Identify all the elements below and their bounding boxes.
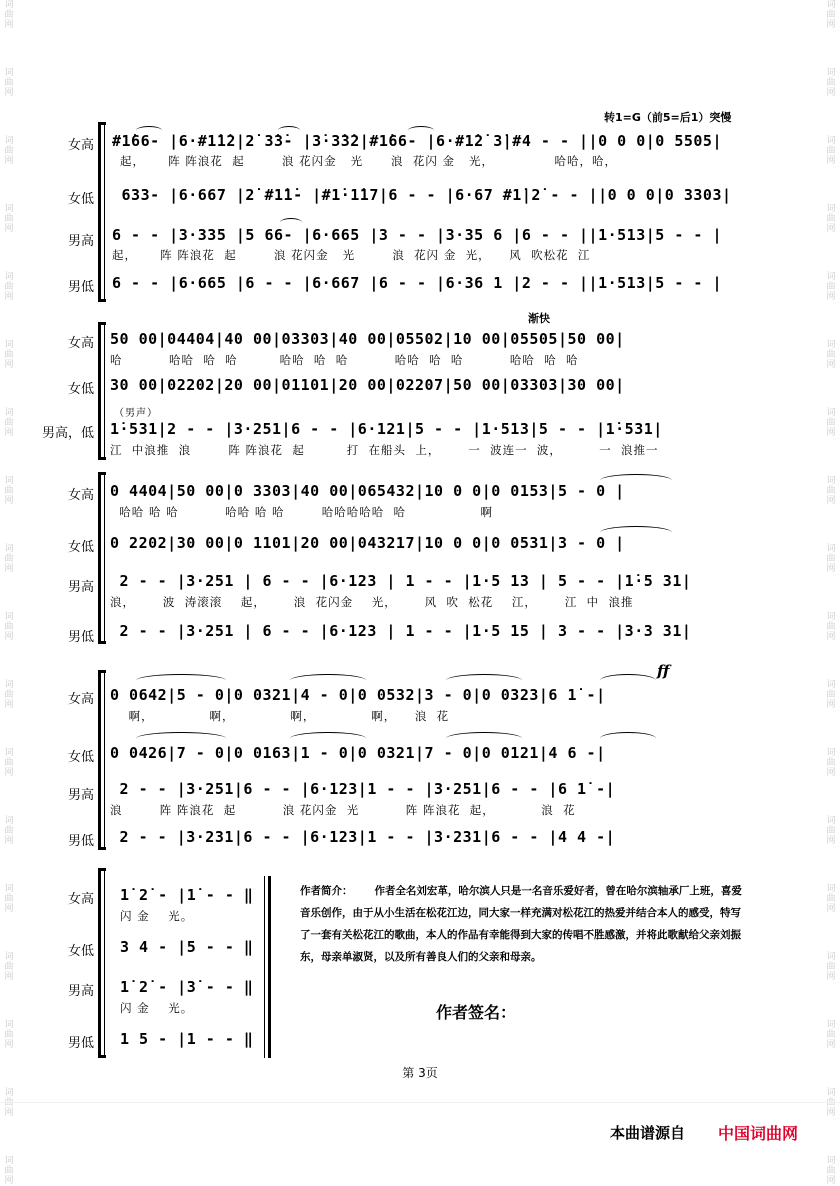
author-bio	[300, 880, 750, 968]
lyrics-line: 起， 阵 阵浪花 起 浪 花闪金 光 浪 花闪 金 光， 风 吹松花 江	[112, 248, 591, 262]
notation-line: 50 00|04404|40 00|03303|40 00|05502|10 00|05505|50 00|	[110, 330, 625, 348]
footer-divider	[0, 1102, 840, 1103]
slur	[600, 526, 672, 539]
watermark-glyph: 词 曲 网	[4, 952, 14, 982]
watermark-glyph: 词 曲 网	[826, 1088, 836, 1118]
watermark-glyph: 词 曲 网	[826, 68, 836, 98]
voice-label: 女高	[67, 336, 94, 351]
slur	[446, 732, 522, 745]
notation-line: 2 - - |3·251 | 6 - - |6·123 | 1 - - |1·5 13 | 5 - - |1̇·5 31|	[110, 572, 692, 590]
system-bracket	[98, 670, 101, 850]
watermark-glyph: 词 曲 网	[4, 340, 14, 370]
lyrics-line: 江 中浪推 浪 阵 阵浪花 起 打 在船头 上， 一 波连一 波， 一 浪推一	[110, 443, 659, 457]
final-barline-thin	[264, 876, 265, 1058]
page-number: 第 3页	[402, 1066, 438, 1080]
watermark-glyph: 词 曲 网	[4, 748, 14, 778]
notation-line: 6 - - |6·665 |6 - - |6·667 |6 - - |6·36 1 |2 - - ||1·513|5 - - |	[112, 274, 722, 292]
system-line	[104, 670, 105, 850]
lyrics-line: 浪 阵 阵浪花 起 浪 花闪金 光 阵 阵浪花 起， 浪 花	[110, 803, 576, 817]
watermark-glyph: 词 曲 网	[4, 204, 14, 234]
notation-line: 1̇ 2̇ - |1̇ - - ‖	[120, 886, 254, 904]
slur	[408, 126, 434, 135]
voice-label: 男高	[67, 788, 94, 803]
voice-label: 女低	[67, 382, 94, 397]
voice-label: 男高	[67, 580, 94, 595]
watermark-glyph: 词 曲 网	[826, 884, 836, 914]
score-system-4	[0, 662, 840, 858]
notation-line: 2 - - |3·251 | 6 - - |6·123 | 1 - - |1·5 15 | 3 - - |3·3 31|	[110, 622, 692, 640]
notation-line: 2 - - |3·231|6 - - |6·123|1 - - |3·231|6 - - |4 4 -|	[110, 828, 616, 846]
final-barline	[268, 876, 271, 1058]
watermark-glyph: 词 曲 网	[4, 1088, 14, 1118]
notation-line: #1̇66- |6·#1̇1̇2|2̇ 3̇3̇- |3̇·3̇3̇2|#1̇66- |6·#1̇2̇ 3̇|#4 - - ||0 0 0|0 5505|	[112, 132, 722, 150]
key-change-mark: 转1=G（前5=后1）突慢	[604, 111, 732, 124]
lyrics-line: 起， 阵 阵浪花 起 浪 花闪金 光 浪 花闪 金 光， 哈哈，哈，	[120, 154, 617, 168]
voice-label: 女高	[67, 488, 94, 503]
slur	[278, 126, 300, 135]
voice-label: 女低	[67, 540, 94, 555]
watermark-glyph: 词 曲 网	[826, 680, 836, 710]
system-line	[104, 122, 105, 302]
voice-label: 男高	[67, 984, 94, 999]
author-signature: 作者签名：	[436, 1003, 517, 1022]
watermark-glyph: 词 曲 网	[4, 408, 14, 438]
slur	[136, 732, 226, 745]
voice-label: 男高	[67, 234, 94, 249]
score-system-1	[0, 111, 840, 310]
slur	[446, 674, 522, 687]
watermark-glyph: 词 曲 网	[4, 136, 14, 166]
watermark-glyph: 词 曲 网	[826, 476, 836, 506]
watermark-glyph: 词 曲 网	[4, 884, 14, 914]
watermark-glyph: 词 曲 网	[4, 1020, 14, 1050]
system-line	[104, 868, 105, 1058]
watermark-glyph: 词 曲 网	[826, 544, 836, 574]
lyrics-line: 哈 哈哈 哈 哈 哈哈 哈 哈 哈哈 哈 哈 哈哈 哈 哈	[110, 353, 579, 367]
watermark-glyph: 词 曲 网	[4, 612, 14, 642]
system-line	[104, 322, 105, 460]
system-line	[104, 472, 105, 644]
voice-label: 男低	[67, 280, 94, 295]
watermark-glyph: 词 曲 网	[826, 272, 836, 302]
voice-label: 男低	[67, 630, 94, 645]
voice-label: 男低	[67, 834, 94, 849]
watermark-glyph: 词 曲 网	[826, 340, 836, 370]
voice-label: 男高，低	[41, 426, 94, 441]
notation-line: 0 4404|50 00|0 3303|40 00|065432|10 0 0|0 0153|5 - 0 |	[110, 482, 625, 500]
watermark-glyph: 词 曲 网	[826, 204, 836, 234]
voice-label: 女高	[67, 692, 94, 707]
lyrics-line: 闪 金 光。	[120, 1001, 194, 1015]
voice-label: 女低	[67, 192, 94, 207]
notation-line: 0 0642|5 - 0|0 0321|4 - 0|0 0532|3 - 0|0 0323|6 1̇ -|	[110, 686, 606, 704]
slur	[600, 674, 656, 687]
watermark-glyph: 词 曲 网	[826, 0, 836, 30]
lyrics-line: 哈哈 哈 哈 哈哈 哈 哈 哈哈哈哈哈 哈 啊	[110, 505, 494, 519]
system-bracket	[98, 322, 101, 460]
score-system-2	[0, 312, 840, 470]
watermark-glyph: 词 曲 网	[4, 272, 14, 302]
watermark-glyph: 词 曲 网	[4, 680, 14, 710]
lyrics-line: 啊， 啊， 啊， 啊， 浪 花	[110, 709, 450, 723]
watermark-glyph: 词 曲 网	[4, 0, 14, 30]
voice-label: 女高	[67, 138, 94, 153]
watermark-glyph: 词 曲 网	[4, 1156, 14, 1186]
slur	[600, 474, 672, 487]
slur	[280, 218, 302, 227]
slur	[600, 732, 656, 745]
watermark-glyph: 词 曲 网	[826, 612, 836, 642]
lyrics-line: 浪， 波 涛滚滚 起， 浪 花闪金 光， 风 吹 松花 江， 江 中 浪推	[110, 595, 634, 609]
notation-line: 2 - - |3·251|6 - - |6·123|1 - - |3·251|6 - - |6 1̇ -|	[110, 780, 616, 798]
watermark-glyph: 词 曲 网	[4, 816, 14, 846]
notation-line: 3 4 - |5 - - ‖	[120, 938, 254, 956]
notation-line: 633- |6·667 |2̇ #1̇1̇- |#1̇·1̇17|6 - - |6·67 #1̇|2̇ - - ||0 0 0|0 3303|	[112, 186, 732, 204]
watermark-glyph: 词 曲 网	[826, 136, 836, 166]
watermark-glyph: 词 曲 网	[4, 544, 14, 574]
system-bracket	[98, 868, 101, 1058]
voice-label: 男低	[67, 1036, 94, 1051]
watermark-glyph: 词 曲 网	[826, 408, 836, 438]
source-label: 本曲谱源自	[610, 1124, 686, 1142]
notation-line: 1 5 - |1 - - ‖	[120, 1030, 254, 1048]
voice-prefix: （男声）	[114, 408, 158, 419]
slur	[290, 674, 366, 687]
watermark-glyph: 词 曲 网	[826, 1156, 836, 1186]
lyrics-line: 闪 金 光。	[120, 909, 194, 923]
watermark-glyph: 词 曲 网	[826, 748, 836, 778]
notation-line: 0 0426|7 - 0|0 0163|1 - 0|0 0321|7 - 0|0 0121|4 6 -|	[110, 744, 606, 762]
system-bracket	[98, 122, 101, 302]
score-system-3	[0, 470, 840, 650]
watermark-glyph: 词 曲 网	[826, 816, 836, 846]
slur	[290, 732, 366, 745]
watermark-glyph: 词 曲 网	[4, 68, 14, 98]
voice-label: 女高	[67, 892, 94, 907]
notation-line: 6 - - |3·335 |5 66- |6·665 |3 - - |3·35 6 |6 - - ||1·513|5 - - |	[112, 226, 722, 244]
watermark-glyph: 词 曲 网	[826, 1020, 836, 1050]
slur	[136, 674, 226, 687]
notation-line: 0 2202|30 00|0 1101|20 00|043217|10 0 0|0 0531|3 - 0 |	[110, 534, 625, 552]
bio-text: 作者全名刘宏革，哈尔滨人只是一名音乐爱好者，曾在哈尔滨轴承厂上班，喜爱音乐创作，由于从小生活在松花江边，同大家一样充满对松花江的热爱并结合本人的感受，特写了一套有关松花江的歌曲，本人的作品有幸能得到大家的传唱不胜感激，并将此歌献给父亲刘振东，母亲单淑贤，以及所有善良人们的父亲和母亲。	[300, 885, 742, 963]
notation-line: 1̇·531|2 - - |3·251|6 - - |6·121|5 - - |1·513|5 - - |1̇·531|	[110, 420, 663, 438]
watermark-glyph: 词 曲 网	[4, 476, 14, 506]
tempo-mark: 渐快	[528, 312, 550, 325]
voice-label: 女低	[67, 944, 94, 959]
bio-heading: 作者简介：	[300, 885, 353, 897]
dynamic-ff: ff	[657, 662, 670, 680]
notation-line: 1̇ 2̇ - |3̇ - - ‖	[120, 978, 254, 996]
voice-label: 女低	[67, 750, 94, 765]
notation-line: 30 00|02202|20 00|01101|20 00|02207|50 00|03303|30 00|	[110, 376, 625, 394]
site-name-link[interactable]: 中国词曲网	[718, 1124, 799, 1143]
slur	[136, 126, 162, 135]
watermark-glyph: 词 曲 网	[826, 952, 836, 982]
system-bracket	[98, 472, 101, 644]
